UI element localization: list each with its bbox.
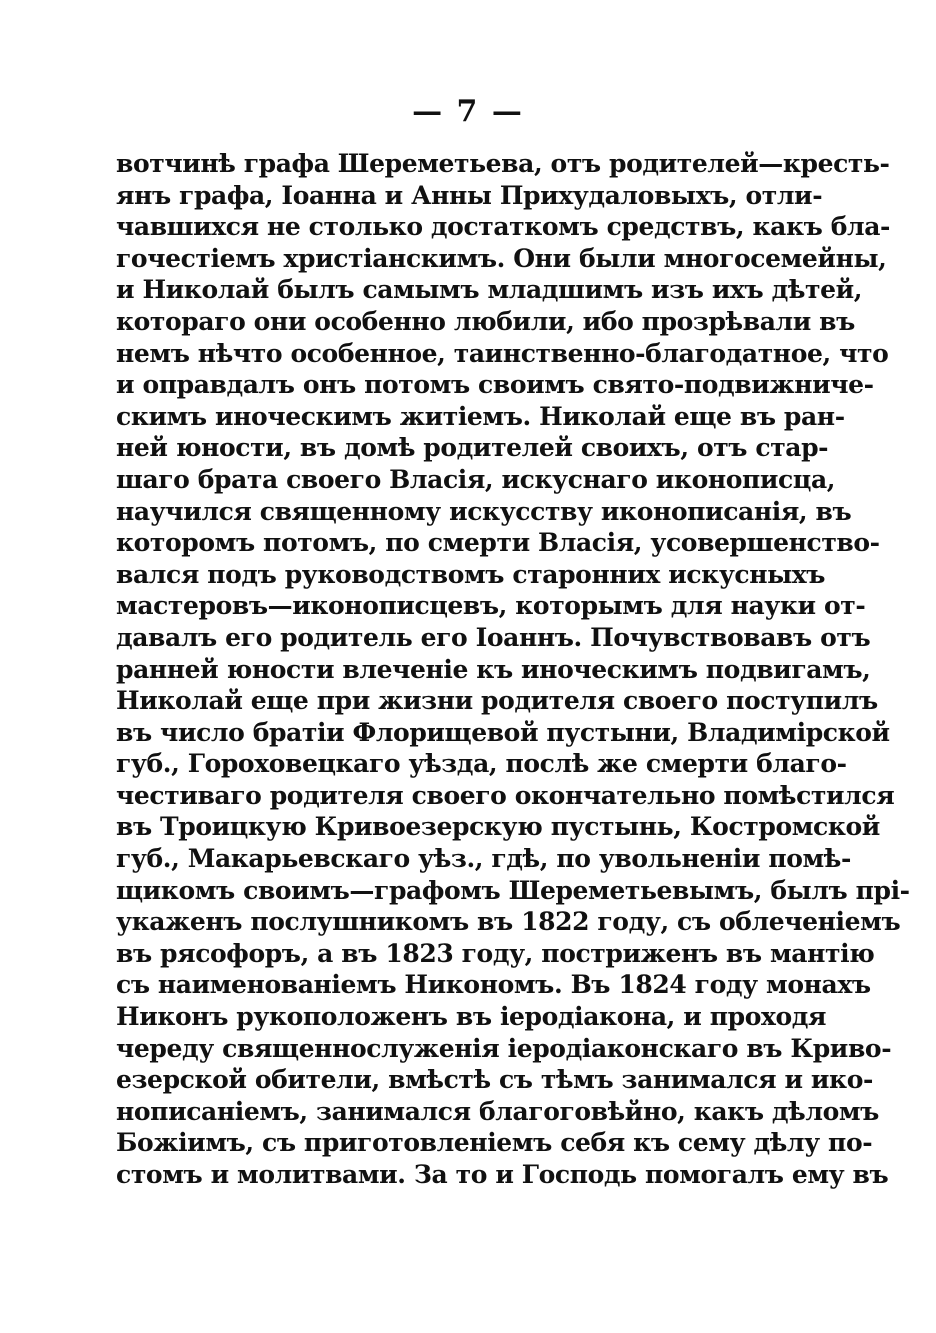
text-line: съ наименованіемъ Никономъ. Въ 1824 году монахъ <box>116 970 871 1000</box>
text-line: шаго брата своего Власія, искуснаго иконописца, <box>116 464 836 494</box>
text-line: Николай еще при жизни родителя своего поступилъ <box>116 686 878 716</box>
text-line: чавшихся не столько достаткомъ средствъ, какъ бла- <box>116 212 890 242</box>
text-line: которомъ потомъ, по смерти Власія, усовершенство- <box>116 528 880 558</box>
body-text <box>116 148 910 1191</box>
text-line: янъ графа, Іоанна и Анны Прихудаловыхъ, отли- <box>116 180 823 210</box>
text-line: мастеровъ—иконописцевъ, которымъ для науки от- <box>116 591 866 621</box>
page-number: — 7 — <box>412 94 524 129</box>
text-line: давалъ его родитель его Іоаннъ. Почувствовавъ отъ <box>116 622 871 652</box>
text-line: езерской обители, вмѣстѣ съ тѣмъ занимался и ико- <box>116 1065 873 1095</box>
text-line: въ число братіи Флорищевой пустыни, Владимірской <box>116 717 890 747</box>
text-line: нописаніемъ, занимался благоговѣйно, какъ дѣломъ <box>116 1096 879 1126</box>
text-line: немъ нѣчто особенное, таинственно-благодатное, что <box>116 338 889 368</box>
text-line: ней юности, въ домѣ родителей своихъ, отъ стар- <box>116 433 829 463</box>
text-line: ранней юности влеченіе къ иноческимъ подвигамъ, <box>116 654 871 684</box>
text-line: губ., Гороховецкаго уѣзда, послѣ же смерти благо- <box>116 749 847 779</box>
text-line: вался подъ руководствомъ старонних искусныхъ <box>116 559 826 589</box>
text-line: Божіимъ, съ приготовленіемъ себя къ сему дѣлу по- <box>116 1128 873 1158</box>
text-line: щикомъ своимъ—графомъ Шереметьевымъ, былъ прі- <box>116 875 910 905</box>
text-line: скимъ иноческимъ житіемъ. Николай еще въ ран- <box>116 401 845 431</box>
text-line: губ., Макарьевскаго уѣз., гдѣ, по увольненіи помѣ- <box>116 844 851 874</box>
text-line: въ рясофоръ, а въ 1823 году, постриженъ въ мантію <box>116 938 875 968</box>
text-line: честиваго родителя своего окончательно помѣстился <box>116 780 895 810</box>
text-line: въ Троицкую Кривоезерскую пустынь, Костромской <box>116 812 880 842</box>
text-line: научился священному искусству иконописанія, въ <box>116 496 852 526</box>
text-line: котораго они особенно любили, ибо прозрѣвали въ <box>116 306 855 336</box>
text-line: череду священнослуженія іеродіаконскаго въ Криво- <box>116 1033 892 1063</box>
text-line: гочестіемъ христіанскимъ. Они были многосемейны, <box>116 243 887 273</box>
text-line: и оправдалъ онъ потомъ своимъ свято-подвижниче- <box>116 370 874 400</box>
text-line: стомъ и молитвами. За то и Господь помогалъ ему въ <box>116 1160 889 1189</box>
text-line: и Николай былъ самымъ младшимъ изъ ихъ дѣтей, <box>116 275 863 305</box>
text-line: укаженъ послушникомъ въ 1822 году, съ облеченіемъ <box>116 907 901 937</box>
text-line: Никонъ рукоположенъ въ іеродіакона, и проходя <box>116 1002 827 1032</box>
text-line: вотчинѣ графа Шереметьева, отъ родителей—кресть- <box>116 149 890 178</box>
